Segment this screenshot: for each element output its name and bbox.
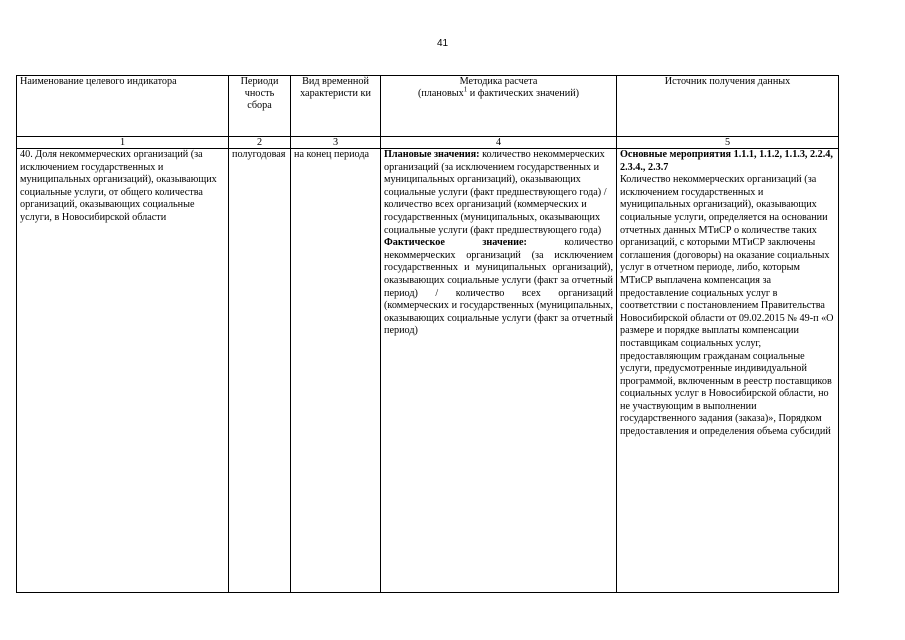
- header-time-type: Вид временной характеристи ки: [291, 76, 381, 137]
- header-indicator-name: Наименование целевого индикатора: [17, 76, 229, 137]
- header-method-title: Методика расчета: [459, 76, 538, 87]
- plan-text: количество некоммерческих организаций (за исключением государственных и муниципальных организаций), оказывающих социальные услуги (факт предшествующего года) / количество всех организаций (коммерческих и государственных (муниципальных, оказывающих социальные услуги (факт предшествующего года): [384, 149, 607, 236]
- periodicity-cell: полугодовая: [229, 149, 291, 593]
- column-number: 4: [381, 137, 617, 149]
- source-label: Основные мероприятия 1.1.1, 1.1.2, 1.1.3, 2.2.4, 2.3.4., 2.3.7: [620, 149, 833, 173]
- method-cell: [381, 149, 617, 593]
- column-number: 3: [291, 137, 381, 149]
- table-header-row: [17, 76, 839, 137]
- table-row: [17, 149, 839, 593]
- header-method-pre: (плановых: [417, 88, 464, 99]
- column-number: 5: [617, 137, 839, 149]
- plan-label: Плановые значения:: [384, 149, 480, 160]
- source-cell: [617, 149, 839, 593]
- header-method-post: и фактических значений): [467, 88, 580, 99]
- column-number: 2: [229, 137, 291, 149]
- page-number: 41: [436, 38, 449, 49]
- plan-method: [384, 149, 613, 237]
- fact-method: [384, 237, 613, 338]
- time-type-cell: на конец периода: [291, 149, 381, 593]
- header-periodicity: Периоди чность сбора: [229, 76, 291, 137]
- column-number: 1: [17, 137, 229, 149]
- header-source: Источник получения данных: [617, 76, 839, 137]
- indicators-table: [16, 75, 839, 593]
- source-text: Количество некоммерческих организаций (за исключением государственных и муниципальных организаций), оказывающих социальные услуги, определяется на основании отчетных данных МТиСР о количестве таких организаций, с которыми МТиСР заключены соглашения (договоры) на оказание социальных услуг в отчетном периоде, либо, которым МТиСР выплачена компенсация за предоставление социальных услуг в соответствии с постановлением Правительства Новосибирской области от 09.02.2015 № 49-п «О размере и порядке выплаты компенсации поставщикам социальных услуг, предоставляющим гражданам социальные услуги, предусмотренные индивидуальной программой, включенным в реестр поставщиков социальных услуг в Новосибирской области, но не участвующим в выполнении государственного задания (заказа)», Порядком предоставления и определения объема субсидий: [620, 174, 834, 438]
- column-number-row: [17, 137, 839, 149]
- fact-label: Фактическое значение:: [384, 237, 527, 249]
- footnote-ref: 1: [463, 85, 468, 94]
- indicator-cell: 40. Доля некоммерческих организаций (за исключением государственных и муниципальных организаций), оказывающих социальные услуги, от общего количества организаций, оказывающих социальные услуги, в Новосибирской области: [17, 149, 229, 593]
- fact-text: количество некоммерческих организаций (за исключением государственных и муниципальных организаций), оказывающих социальные услуги (факт за отчетный период) / количество всех организаций (коммерческих и государственных (муниципальных, оказывающих социальные услуги (факт за отчетный период): [384, 237, 613, 337]
- header-method: [381, 76, 617, 137]
